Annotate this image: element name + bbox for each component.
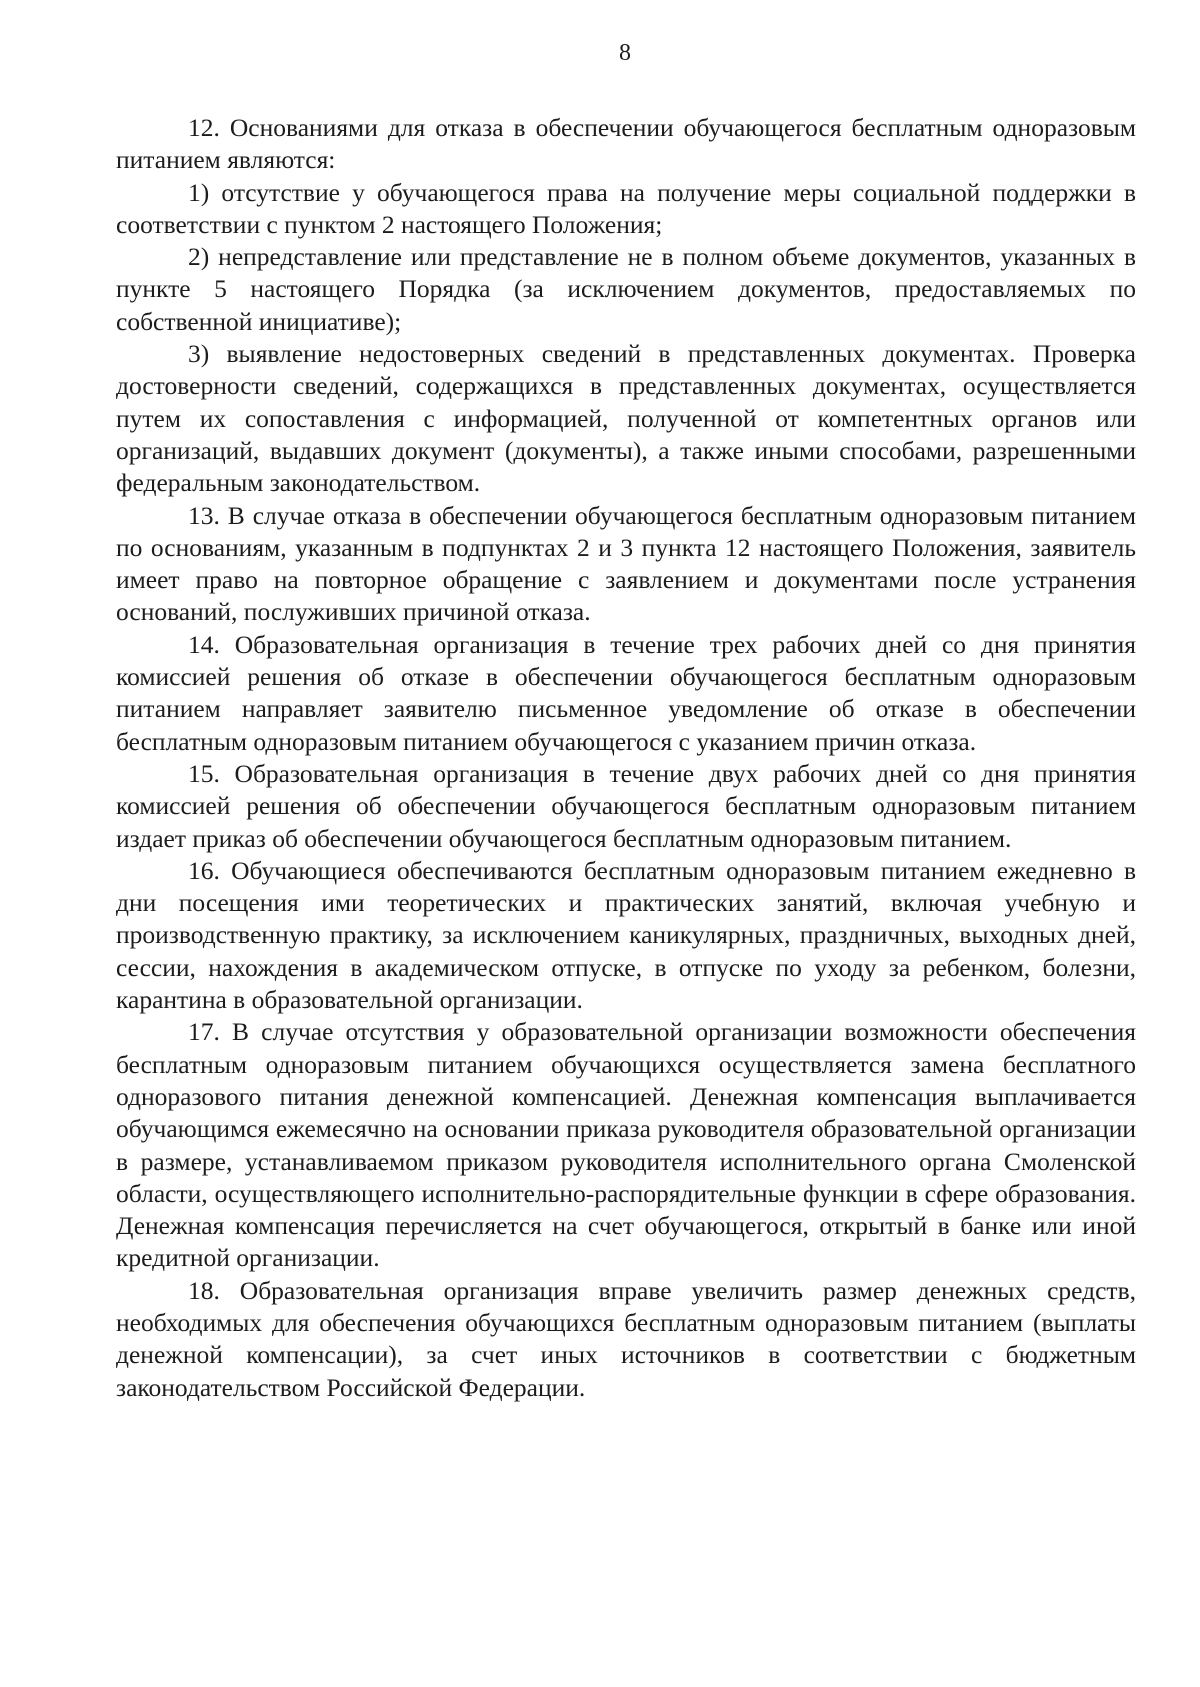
paragraph-12-subitem-3: 3) выявление недостоверных сведений в представленных документах. Проверка достоверности сведений, содержащихся в представленных документах, осуществляется путем их сопоставления с информацией, полученной от компетентных органов или организаций, выдавших документ (документы), а также иными способами, разрешенными федеральным законодательством. <box>116 339 1136 498</box>
paragraph-14: 14. Образовательная организация в течение трех рабочих дней со дня принятия комиссией решения об отказе в обеспечении обучающегося бесплатным одноразовым питанием направляет заявителю письменное уведомление об отказе в обеспечении бесплатным одноразовым питанием обучающегося с указанием причин отказа. <box>116 629 1136 756</box>
paragraph-12-subitem-2: 2) непредставление или представление не в полном объеме документов, указанных в пункте 5 настоящего Порядка (за исключением документов, предоставляемых по собственной инициативе); <box>116 242 1136 336</box>
paragraph-15: 15. Образовательная организация в течение двух рабочих дней со дня принятия комиссией решения об обеспечении обучающегося бесплатным одноразовым питанием издает приказ об обеспечении обучающегося бесплатным одноразовым питанием. <box>116 758 1136 853</box>
paragraph-18: 18. Образовательная организация вправе увеличить размер денежных средств, необходимых для обеспечения обучающихся бесплатным одноразовым питанием (выплаты денежной компенсации), за счет иных источников в соответствии с бюджетным законодательством Российской Федерации. <box>116 1275 1136 1402</box>
paragraph-17: 17. В случае отсутствия у образовательной организации возможности обеспечения бесплатным одноразовым питанием обучающихся осуществляется замена бесплатного одноразового питания денежной компенсацией. Денежная компенсация выплачивается обучающимся ежемесячно на основании приказа руководителя образовательной организации в размере, устанавливаемом приказом руководителя исполнительного органа Смоленской области, осуществляющего исполнительно-распорядительные функции в сфере образования. Денежная компенсация перечисляется на счет обучающегося, открытый в банке или иной кредитной организации. <box>116 1017 1136 1273</box>
paragraph-12-intro: 12. Основаниями для отказа в обеспечении обучающегося бесплатным одноразовым питанием являются: <box>116 113 1136 175</box>
paragraph-13: 13. В случае отказа в обеспечении обучающегося бесплатным одноразовым питанием по основаниям, указанным в подпунктах 2 и 3 пункта 12 настоящего Положения, заявитель имеет право на повторное обращение с заявлением и документами после устранения оснований, послуживших причиной отказа. <box>116 500 1136 627</box>
document-body <box>116 112 1136 1404</box>
paragraph-12-subitem-1: 1) отсутствие у обучающегося права на получение меры социальной поддержки в соответствии с пунктом 2 настоящего Положения; <box>116 177 1136 239</box>
paragraph-16: 16. Обучающиеся обеспечиваются бесплатным одноразовым питанием ежедневно в дни посещения ими теоретических и практических занятий, включая учебную и производственную практику, за исключением каникулярных, праздничных, выходных дней, сессии, нахождения в академическом отпуске, в отпуске по уходу за ребенком, болезни, карантина в образовательной организации. <box>116 855 1136 1015</box>
page-number: 8 <box>619 40 631 66</box>
